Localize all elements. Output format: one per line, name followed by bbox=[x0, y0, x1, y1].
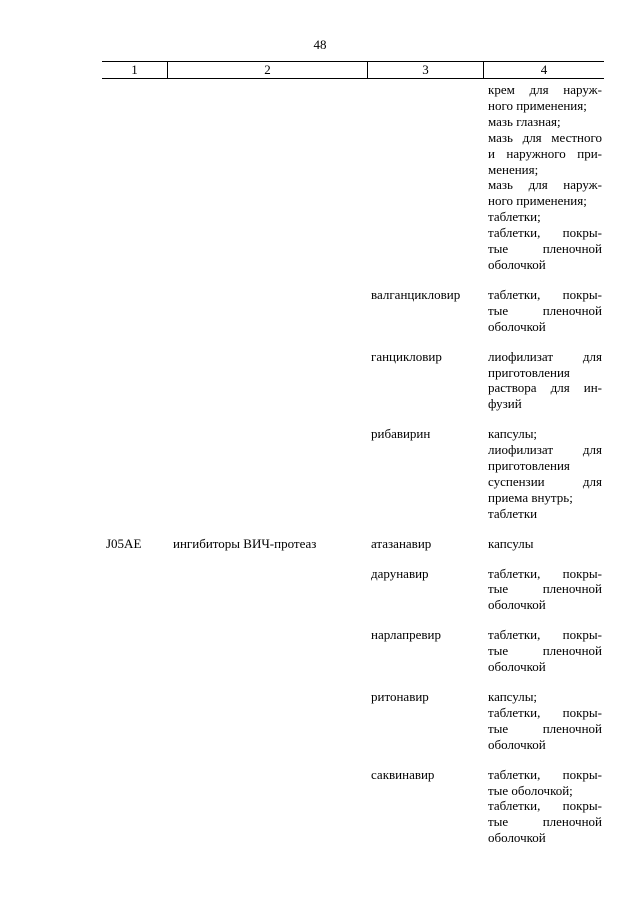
group-name-cell bbox=[167, 627, 367, 675]
table-row bbox=[102, 689, 604, 753]
drug-name-cell: валганцикловир bbox=[371, 286, 461, 302]
atc-code-cell bbox=[102, 627, 167, 675]
group-name-cell bbox=[167, 566, 367, 614]
dosage-form-line: тые пленочной bbox=[488, 581, 602, 597]
drug-name-cell: ритонавир bbox=[371, 689, 429, 704]
drug-name-cell: дарунавир bbox=[371, 565, 429, 581]
dosage-form-line: ного применения; bbox=[488, 193, 587, 209]
drug-name-cell: саквинавир bbox=[371, 766, 435, 782]
dosage-forms-cell bbox=[483, 349, 604, 413]
dosage-form-line: тые пленочной bbox=[488, 302, 602, 318]
dosage-form-line: оболочкой bbox=[488, 736, 546, 752]
dosage-form-line: тые пленочной bbox=[488, 814, 602, 830]
table-row bbox=[102, 426, 604, 521]
drug-name-cell: атазанавир bbox=[371, 535, 432, 551]
atc-code-cell bbox=[102, 82, 167, 273]
dosage-form-line: оболочкой bbox=[488, 318, 546, 334]
drug-name-cell: нарлапревир bbox=[371, 627, 441, 643]
dosage-form-line: приготовления bbox=[488, 364, 570, 380]
header-col-2: 2 bbox=[167, 62, 367, 78]
dosage-form-line: тые пленочной bbox=[488, 643, 602, 659]
group-name-cell bbox=[167, 82, 367, 273]
dosage-form-line: таблетки; bbox=[488, 209, 541, 225]
dosage-form-line: менения; bbox=[488, 161, 539, 177]
dosage-form-line: тые пленочной bbox=[488, 241, 602, 257]
dosage-form-line: таблетки, покры- bbox=[488, 565, 602, 581]
dosage-form-line: оболочкой bbox=[488, 597, 546, 613]
dosage-form-line: таблетки, покры- bbox=[488, 627, 602, 643]
dosage-form-line: ного применения; bbox=[488, 97, 587, 113]
table-header-row bbox=[102, 61, 604, 79]
dosage-form-line: и наружного при- bbox=[488, 145, 602, 161]
dosage-form-line: крем для наруж- bbox=[488, 82, 602, 97]
atc-code-cell bbox=[102, 689, 167, 753]
header-col-3: 3 bbox=[367, 62, 483, 78]
dosage-form-line: таблетки, покры- bbox=[488, 286, 602, 302]
atc-code-cell bbox=[102, 287, 167, 335]
table-row bbox=[102, 82, 604, 273]
table-row bbox=[102, 536, 604, 552]
atc-code-cell bbox=[102, 349, 167, 413]
dosage-form-line: приема внутрь; bbox=[488, 489, 573, 505]
dosage-form-line: таблетки, покры- bbox=[488, 798, 602, 814]
dosage-forms-cell bbox=[483, 566, 604, 614]
dosage-form-line: фузий bbox=[488, 396, 522, 412]
atc-code-cell bbox=[102, 426, 167, 521]
dosage-form-line: капсулы; bbox=[488, 689, 538, 704]
drug-name-cell: ганцикловир bbox=[371, 348, 442, 364]
header-col-1: 1 bbox=[131, 62, 138, 77]
atc-code-cell bbox=[102, 767, 167, 847]
dosage-form-line: оболочкой bbox=[488, 830, 546, 846]
dosage-form-line: тые пленочной bbox=[488, 720, 602, 736]
dosage-forms-cell bbox=[483, 627, 604, 675]
dosage-form-line: суспензии для bbox=[488, 473, 602, 489]
dosage-forms-cell bbox=[483, 82, 604, 273]
header-col-4: 4 bbox=[483, 62, 604, 78]
dosage-form-line: приготовления bbox=[488, 458, 570, 474]
dosage-form-line: таблетки bbox=[488, 505, 538, 521]
dosage-form-line: таблетки, покры- bbox=[488, 704, 602, 720]
dosage-form-line: тые оболочкой; bbox=[488, 782, 573, 798]
group-name-cell bbox=[167, 287, 367, 335]
dosage-form-line: мазь для наруж- bbox=[488, 177, 602, 193]
page-number: 48 bbox=[313, 37, 327, 52]
dosage-forms-cell bbox=[483, 287, 604, 335]
dosage-forms-cell bbox=[483, 536, 604, 552]
dosage-forms-cell bbox=[483, 689, 604, 753]
table-row bbox=[102, 767, 604, 847]
atc-code-cell bbox=[102, 566, 167, 614]
dosage-form-line: капсулы bbox=[488, 535, 534, 551]
dosage-form-line: оболочкой bbox=[488, 256, 546, 272]
table-row bbox=[102, 287, 604, 335]
table-row bbox=[102, 627, 604, 675]
drug-name-cell: рибавирин bbox=[371, 426, 431, 442]
dosage-form-line: раствора для ин- bbox=[488, 380, 602, 396]
dosage-form-line: капсулы; bbox=[488, 426, 538, 442]
atc-code-cell: J05AE bbox=[106, 535, 142, 551]
group-name-cell bbox=[167, 689, 367, 753]
dosage-form-line: лиофилизат для bbox=[488, 348, 602, 364]
group-name-cell bbox=[167, 767, 367, 847]
table-body bbox=[102, 82, 604, 846]
table-row bbox=[102, 349, 604, 413]
group-name-cell bbox=[167, 426, 367, 521]
dosage-form-line: лиофилизат для bbox=[488, 442, 602, 458]
dosage-form-line: мазь для местного bbox=[488, 129, 602, 145]
dosage-form-line: таблетки, покры- bbox=[488, 766, 602, 782]
dosage-form-line: таблетки, покры- bbox=[488, 225, 602, 241]
dosage-forms-cell bbox=[483, 426, 604, 521]
group-name-cell: ингибиторы ВИЧ-протеаз bbox=[173, 535, 317, 551]
drug-name-cell bbox=[367, 82, 483, 273]
dosage-form-line: мазь глазная; bbox=[488, 113, 561, 129]
table-row bbox=[102, 566, 604, 614]
dosage-form-line: оболочкой bbox=[488, 659, 546, 675]
group-name-cell bbox=[167, 349, 367, 413]
dosage-forms-cell bbox=[483, 767, 604, 847]
